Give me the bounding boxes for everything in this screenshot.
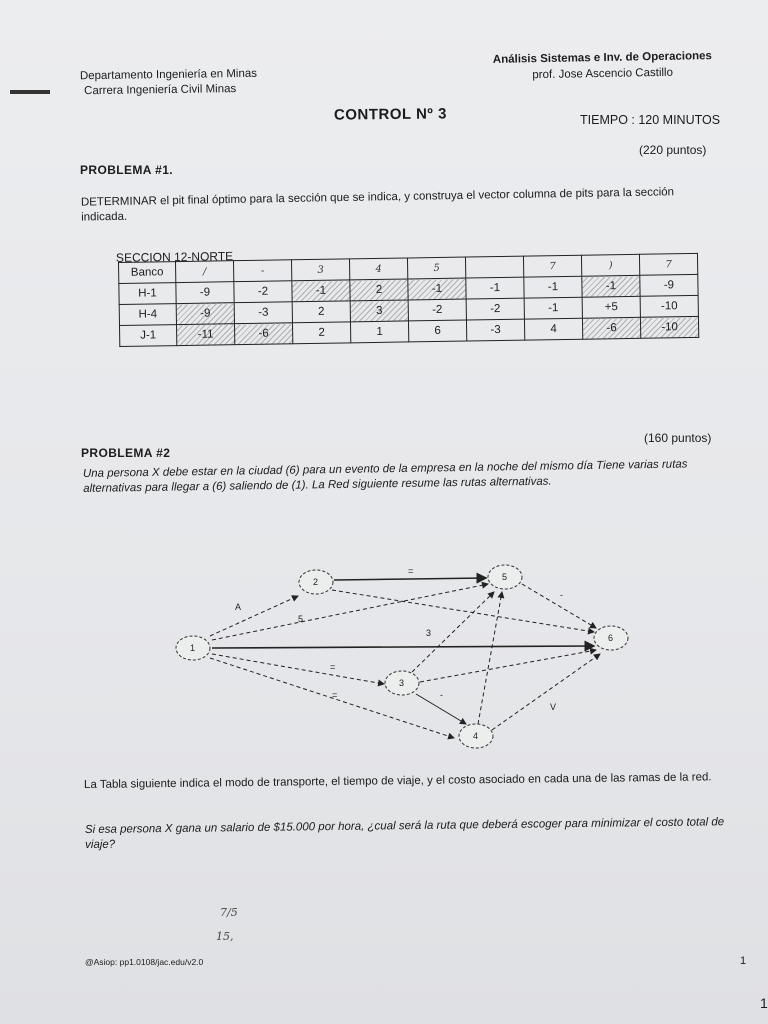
edge-4-5 [478, 592, 502, 724]
edge-1-2 [210, 596, 298, 636]
block-value: 4 [524, 318, 582, 340]
column-mark: ) [581, 254, 639, 276]
department-header [80, 67, 257, 99]
node-2-label: 2 [313, 577, 319, 587]
block-value: -6 [234, 323, 292, 345]
banco-cell: H-4 [119, 304, 176, 326]
edge-4-6 [492, 654, 600, 730]
block-value: -11 [176, 324, 234, 346]
column-mark: 3 [291, 259, 349, 281]
course-header [493, 48, 713, 84]
handwritten-note: 7/5 [220, 906, 238, 919]
node-3-label: 3 [399, 678, 405, 688]
edge-5-6 [522, 584, 596, 628]
banco-cell: H-1 [119, 283, 176, 305]
exam-title: CONTROL Nº 3 [333, 105, 447, 124]
block-value: -1 [466, 277, 524, 299]
node-5-label: 5 [502, 572, 508, 582]
edge-2-6 [332, 590, 594, 632]
block-value: -10 [640, 295, 698, 317]
edge-label: = [408, 566, 414, 576]
column-mark: 7 [639, 253, 697, 275]
problem1-heading: PROBLEMA #1. [80, 163, 174, 177]
column-mark: 4 [349, 258, 407, 280]
block-value: -3 [466, 319, 524, 341]
total-points: (220 puntos) [639, 143, 707, 157]
table-description: La Tabla siguiente indica el modo de transporte, el tiempo de viaje, y el costo asociado en cada una de las ramas de la red. [83, 771, 712, 792]
edge-3-6 [420, 650, 596, 682]
problem2-points: (160 puntos) [644, 431, 712, 445]
edge-label: - [560, 590, 563, 600]
block-value: 2 [292, 322, 350, 344]
block-value: -2 [234, 281, 292, 303]
block-value: -1 [524, 297, 582, 319]
column-mark: - [233, 260, 291, 282]
block-value: 6 [408, 320, 466, 342]
professor-name: prof. Jose Ascencio Castillo [532, 66, 674, 82]
edge-label: V [550, 702, 557, 712]
block-value: -9 [176, 303, 234, 325]
block-value: +5 [582, 296, 640, 318]
edge-1-6 [212, 646, 594, 648]
problem2-question: Si esa persona X gana un salario de $15.000 por hora, ¿cual será la ruta que deberá escoger para minimizar el costo total de viaje? [84, 816, 725, 852]
block-value: 1 [350, 321, 408, 343]
problem1-statement: DETERMINAR el pit final óptimo para la sección que se indica, y construya el vector columna de pits para la sección indicada. [80, 186, 675, 224]
block-value: -1 [408, 278, 466, 300]
block-value: -9 [640, 274, 698, 296]
block-value: -2 [408, 299, 466, 321]
route-network-diagram [150, 540, 650, 760]
edge-label: = [330, 662, 336, 672]
page-number: 1 [740, 955, 747, 967]
node-6-label: 6 [608, 633, 614, 643]
edge-2-5 [334, 578, 486, 580]
node-1-label: 1 [190, 643, 196, 653]
block-value: -3 [234, 302, 292, 324]
column-mark: / [176, 261, 234, 283]
block-value: -1 [582, 275, 640, 297]
exam-time: TIEMPO : 120 MINUTOS [580, 113, 721, 127]
edge-3-5 [412, 592, 494, 672]
edge-label: - [440, 690, 443, 700]
edge-number: 1 [760, 995, 768, 1011]
handwritten-note: 15, [216, 930, 234, 943]
banco-cell: J-1 [119, 325, 176, 347]
problem2-heading: PROBLEMA #2 [81, 446, 171, 460]
block-value: 2 [350, 279, 408, 301]
block-value: -1 [292, 280, 350, 302]
pit-section-table [118, 253, 699, 347]
edge-label: 3 [426, 628, 432, 638]
column-mark [465, 256, 523, 278]
banco-header: Banco [119, 262, 176, 284]
block-value: 2 [292, 301, 350, 323]
problem2-statement: Una persona X debe estar en la ciudad (6) para un evento de la empresa en la noche del mismo día Tiene varias rutas alternativas para llegar a (6) saliendo de (1). La Red siguiente resume las rutas alternativas. [82, 458, 688, 495]
block-value: -2 [466, 298, 524, 320]
department-name: Departamento Ingeniería en Minas [79, 67, 258, 83]
edge-1-3 [212, 654, 384, 684]
block-value: -9 [176, 282, 234, 304]
footer-credit: @Asiop: pp1.0108/jac.edu/v2.0 [85, 957, 204, 967]
edge-mark [10, 90, 50, 94]
node-4-label: 4 [473, 731, 479, 741]
column-mark: 7 [523, 255, 581, 277]
edge-label: 5 [298, 614, 304, 624]
column-mark: 5 [407, 257, 465, 279]
block-value: -1 [524, 276, 582, 298]
block-value: -6 [582, 317, 640, 339]
block-value: -10 [640, 316, 698, 338]
section-label: SECCION 12-NORTE [115, 249, 234, 265]
edge-label: = [332, 690, 338, 700]
course-name: Análisis Sistemas e Inv. de Operaciones [492, 50, 712, 66]
career-name: Carrera Ingeniería Civil Minas [84, 83, 237, 98]
block-value: 3 [350, 300, 408, 322]
edge-1-5 [212, 584, 488, 640]
edge-label: A [235, 602, 242, 612]
